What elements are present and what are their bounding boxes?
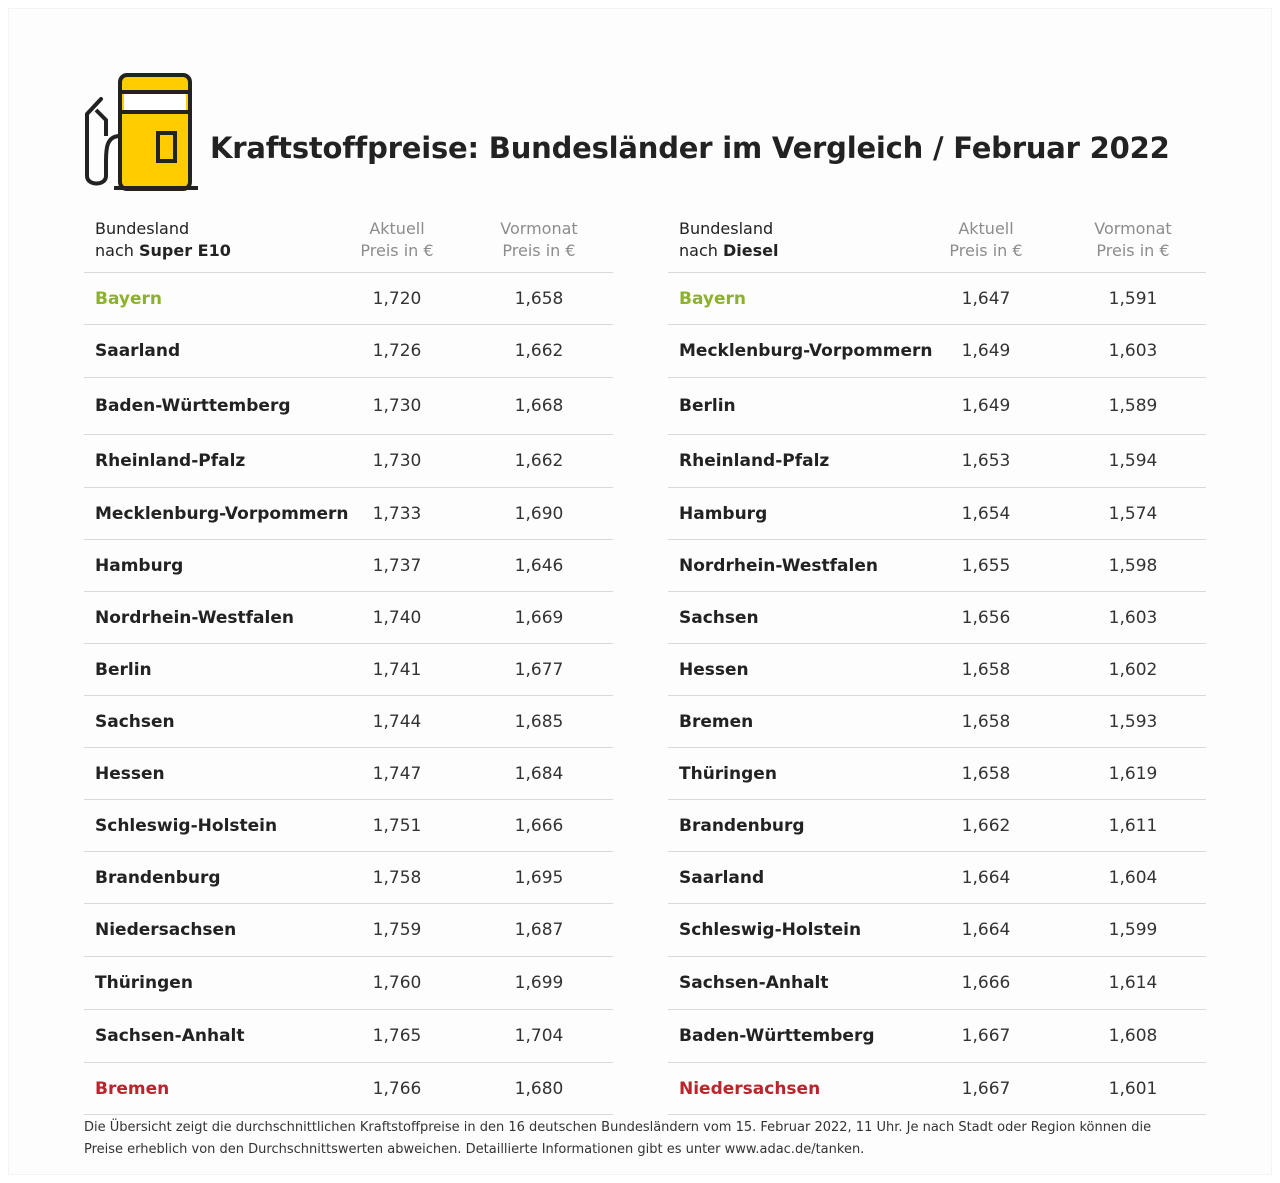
current-price: 1,760 xyxy=(372,973,422,993)
table-row xyxy=(84,696,613,748)
previous-month-price: 1,662 xyxy=(514,451,564,471)
table-row xyxy=(84,748,613,800)
current-price: 1,740 xyxy=(372,607,422,628)
table-row xyxy=(84,540,613,592)
table-row xyxy=(84,957,613,1010)
current-price: 1,733 xyxy=(372,503,422,524)
state-name: Niedersachsen xyxy=(95,920,237,940)
previous-month-price: 1,677 xyxy=(514,659,564,680)
current-price: 1,658 xyxy=(961,711,1011,732)
table-row xyxy=(84,1010,613,1063)
previous-month-price: 1,687 xyxy=(514,920,564,940)
table-header xyxy=(668,210,1206,273)
current-price: 1,658 xyxy=(961,659,1011,680)
previous-month-price: 1,611 xyxy=(1108,815,1158,836)
table-row xyxy=(84,644,613,696)
state-name: Saarland xyxy=(679,867,765,888)
previous-month-price: 1,699 xyxy=(514,973,564,993)
state-name: Saarland xyxy=(95,341,181,361)
previous-month-price: 1,685 xyxy=(514,711,564,732)
current-price-column-header: Aktuell Preis in € xyxy=(360,219,434,260)
table-header xyxy=(84,210,613,273)
previous-month-price: 1,690 xyxy=(514,503,564,524)
state-name: Hamburg xyxy=(679,503,768,524)
state-name: Rheinland-Pfalz xyxy=(679,451,830,471)
previous-month-price: 1,695 xyxy=(514,867,564,888)
state-name: Brandenburg xyxy=(95,867,221,888)
current-price: 1,751 xyxy=(372,815,422,836)
previous-month-price: 1,574 xyxy=(1108,503,1158,524)
current-price: 1,759 xyxy=(372,920,422,940)
previous-month-column-header: Vormonat Preis in € xyxy=(500,219,578,260)
table-row xyxy=(84,800,613,852)
table-row xyxy=(84,488,613,540)
current-price: 1,654 xyxy=(961,503,1011,524)
state-name: Nordrhein-Westfalen xyxy=(95,607,294,628)
previous-month-price: 1,662 xyxy=(514,341,564,361)
state-name: Bayern xyxy=(95,288,163,309)
super-e10-table xyxy=(84,210,613,1115)
table-row xyxy=(84,378,613,435)
previous-month-price: 1,598 xyxy=(1108,555,1158,576)
current-price: 1,664 xyxy=(961,920,1011,940)
table-row xyxy=(84,852,613,904)
previous-month-price: 1,593 xyxy=(1108,711,1158,732)
state-name: Sachsen xyxy=(95,711,175,732)
table-row xyxy=(668,957,1206,1010)
previous-month-price: 1,668 xyxy=(514,396,564,416)
current-price: 1,649 xyxy=(961,341,1011,361)
table-row xyxy=(84,904,613,957)
current-price: 1,730 xyxy=(372,396,422,416)
previous-month-price: 1,704 xyxy=(514,1026,564,1046)
current-price: 1,653 xyxy=(961,451,1011,471)
previous-month-price: 1,646 xyxy=(514,555,564,576)
current-price: 1,666 xyxy=(961,973,1011,993)
state-name: Sachsen xyxy=(679,607,759,628)
table-row xyxy=(668,378,1206,435)
previous-month-price: 1,603 xyxy=(1108,607,1158,628)
state-name: Schleswig-Holstein xyxy=(95,815,278,836)
previous-month-price: 1,669 xyxy=(514,607,564,628)
state-name: Niedersachsen xyxy=(679,1078,821,1099)
previous-month-price: 1,591 xyxy=(1108,288,1158,309)
table-row xyxy=(668,273,1206,325)
previous-month-price: 1,603 xyxy=(1108,341,1158,361)
fuel-pump-icon xyxy=(84,72,200,192)
current-price: 1,649 xyxy=(961,396,1011,416)
current-price: 1,655 xyxy=(961,555,1011,576)
previous-month-price: 1,608 xyxy=(1108,1026,1158,1046)
current-price: 1,720 xyxy=(372,288,422,309)
previous-month-price: 1,666 xyxy=(514,815,564,836)
state-name: Brandenburg xyxy=(679,815,805,836)
table-row xyxy=(84,592,613,644)
footnote: Die Übersicht zeigt die durchschnittlichen Kraftstoffpreise in den 16 deutschen Bundesländern vom 15. Februar 2022, 11 Uhr. Je nach Stadt oder Region können die Preise erheblich von den Durchschnittswerten abweichen. Detaillierte Informationen gibt es unter www.adac.de/tanken. xyxy=(84,1120,1152,1157)
current-price: 1,747 xyxy=(372,763,422,784)
table-row xyxy=(668,852,1206,904)
state-name: Bremen xyxy=(679,711,754,732)
previous-month-price: 1,594 xyxy=(1108,451,1158,471)
current-price-column-header: Aktuell Preis in € xyxy=(949,219,1023,260)
table-row xyxy=(668,1010,1206,1063)
table-row xyxy=(668,540,1206,592)
state-column-header: Bundesland nach Super E10 xyxy=(95,219,231,260)
state-name: Thüringen xyxy=(95,973,193,993)
table-row xyxy=(668,435,1206,488)
current-price: 1,744 xyxy=(372,711,422,732)
state-column-header: Bundesland nach Diesel xyxy=(679,219,779,260)
current-price: 1,658 xyxy=(961,763,1011,784)
previous-month-column-header: Vormonat Preis in € xyxy=(1094,219,1172,260)
table-row xyxy=(668,904,1206,957)
previous-month-price: 1,680 xyxy=(514,1078,564,1099)
current-price: 1,667 xyxy=(961,1078,1011,1099)
state-name: Berlin xyxy=(679,396,736,416)
table-row xyxy=(84,435,613,488)
state-name: Rheinland-Pfalz xyxy=(95,451,246,471)
current-price: 1,741 xyxy=(372,659,422,680)
state-name: Schleswig-Holstein xyxy=(679,920,862,940)
state-name: Baden-Württemberg xyxy=(679,1026,875,1046)
table-row xyxy=(668,488,1206,540)
table-row xyxy=(668,592,1206,644)
state-name: Mecklenburg-Vorpommern xyxy=(679,341,933,361)
table-row xyxy=(84,325,613,378)
state-name: Mecklenburg-Vorpommern xyxy=(95,503,349,524)
current-price: 1,730 xyxy=(372,451,422,471)
state-name: Hessen xyxy=(95,763,165,784)
table-row xyxy=(84,1063,613,1115)
current-price: 1,647 xyxy=(961,288,1011,309)
current-price: 1,726 xyxy=(372,341,422,361)
table-row xyxy=(668,1063,1206,1115)
header xyxy=(84,72,1184,192)
previous-month-price: 1,658 xyxy=(514,288,564,309)
state-name: Bremen xyxy=(95,1078,170,1099)
state-name: Hessen xyxy=(679,659,749,680)
current-price: 1,737 xyxy=(372,555,422,576)
current-price: 1,758 xyxy=(372,867,422,888)
state-name: Sachsen-Anhalt xyxy=(95,1026,245,1046)
previous-month-price: 1,614 xyxy=(1108,973,1158,993)
table-row xyxy=(668,800,1206,852)
previous-month-price: 1,604 xyxy=(1108,867,1158,888)
state-name: Baden-Württemberg xyxy=(95,396,291,416)
state-name: Hamburg xyxy=(95,555,184,576)
diesel-table xyxy=(668,210,1206,1115)
state-name: Thüringen xyxy=(679,763,777,784)
table-row xyxy=(668,325,1206,378)
current-price: 1,667 xyxy=(961,1026,1011,1046)
previous-month-price: 1,599 xyxy=(1108,920,1158,940)
previous-month-price: 1,589 xyxy=(1108,396,1158,416)
state-name: Berlin xyxy=(95,659,152,680)
previous-month-price: 1,602 xyxy=(1108,659,1158,680)
previous-month-price: 1,601 xyxy=(1108,1078,1158,1099)
table-row xyxy=(668,748,1206,800)
state-name: Nordrhein-Westfalen xyxy=(679,555,878,576)
current-price: 1,664 xyxy=(961,867,1011,888)
table-row xyxy=(668,644,1206,696)
current-price: 1,765 xyxy=(372,1026,422,1046)
previous-month-price: 1,684 xyxy=(514,763,564,784)
table-row xyxy=(84,273,613,325)
previous-month-price: 1,619 xyxy=(1108,763,1158,784)
current-price: 1,766 xyxy=(372,1078,422,1099)
current-price: 1,662 xyxy=(961,815,1011,836)
state-name: Sachsen-Anhalt xyxy=(679,973,829,993)
page-title: Kraftstoffpreise: Bundesländer im Vergleich / Februar 2022 xyxy=(210,131,1170,165)
table-row xyxy=(668,696,1206,748)
current-price: 1,656 xyxy=(961,607,1011,628)
state-name: Bayern xyxy=(679,288,747,309)
